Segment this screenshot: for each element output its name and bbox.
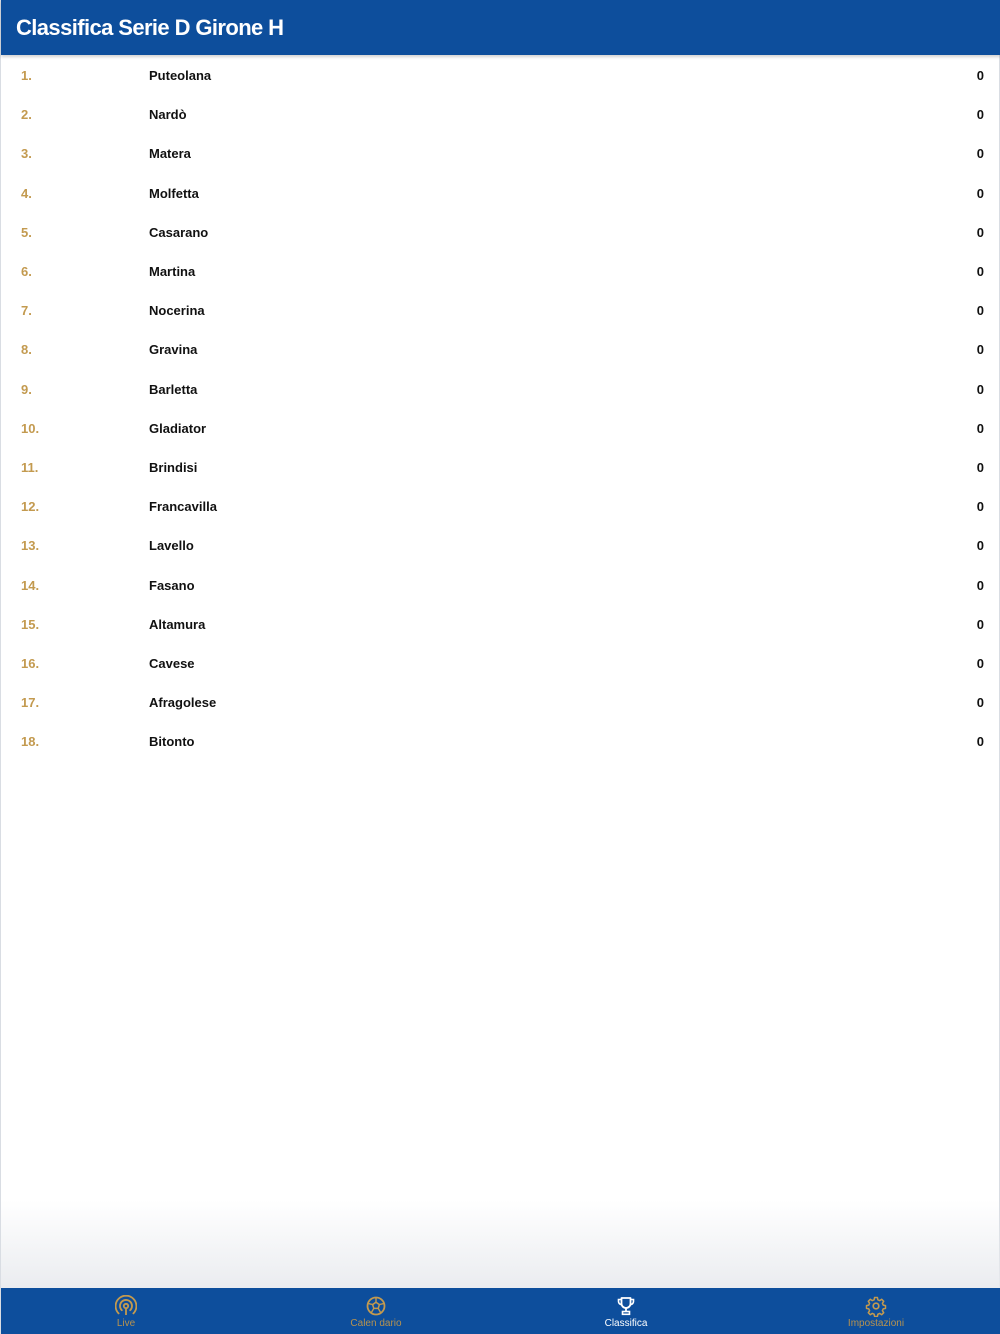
team-name-cell: Gravina <box>149 342 198 358</box>
points-cell: 0 <box>976 381 984 397</box>
table-row[interactable] <box>1 526 1000 565</box>
table-row[interactable] <box>1 174 1000 213</box>
standings-table <box>1 56 1000 761</box>
position-cell: 11. <box>21 459 39 475</box>
points-cell: 0 <box>976 303 984 319</box>
team-name-cell: Nocerina <box>149 303 205 319</box>
points-cell: 0 <box>976 107 984 123</box>
points-cell: 0 <box>976 420 984 436</box>
team-name-cell: Bitonto <box>149 734 195 750</box>
table-row[interactable] <box>1 683 1000 722</box>
points-cell: 0 <box>976 499 984 515</box>
position-cell: 12. <box>21 499 40 515</box>
app-header <box>1 0 1000 55</box>
trophy-icon <box>615 1295 637 1317</box>
team-name-cell: Afragolese <box>149 695 217 711</box>
table-row[interactable] <box>1 644 1000 683</box>
points-cell: 0 <box>976 342 984 358</box>
position-cell: 13. <box>21 538 40 554</box>
position-cell: 14. <box>21 577 40 593</box>
points-cell: 0 <box>976 68 984 84</box>
table-row[interactable] <box>1 134 1000 173</box>
soccer-ball-icon <box>365 1295 387 1317</box>
position-cell: 8. <box>21 342 32 358</box>
tab-live[interactable] <box>1 1288 251 1334</box>
table-row[interactable] <box>1 722 1000 761</box>
table-row[interactable] <box>1 56 1000 95</box>
points-cell: 0 <box>976 224 984 240</box>
tab-label: Calen dario <box>350 1318 402 1329</box>
position-cell: 10. <box>21 420 40 436</box>
points-cell: 0 <box>976 655 984 671</box>
team-name-cell: Puteolana <box>149 68 212 84</box>
team-name-cell: Lavello <box>149 538 194 554</box>
table-row[interactable] <box>1 605 1000 644</box>
table-row[interactable] <box>1 409 1000 448</box>
team-name-cell: Brindisi <box>149 459 198 475</box>
scroll-fade <box>1 1200 1000 1288</box>
team-name-cell: Cavese <box>149 655 195 671</box>
table-row[interactable] <box>1 370 1000 409</box>
table-row[interactable] <box>1 565 1000 604</box>
position-cell: 5. <box>21 224 32 240</box>
tab-classifica[interactable] <box>501 1288 751 1334</box>
team-name-cell: Nardò <box>149 107 187 123</box>
team-name-cell: Molfetta <box>149 185 199 201</box>
points-cell: 0 <box>976 616 984 632</box>
table-row[interactable] <box>1 487 1000 526</box>
points-cell: 0 <box>976 146 984 162</box>
team-name-cell: Matera <box>149 146 191 162</box>
position-cell: 2. <box>21 107 32 123</box>
tab-label: Live <box>116 1318 136 1329</box>
position-cell: 6. <box>21 264 32 280</box>
table-row[interactable] <box>1 291 1000 330</box>
table-row[interactable] <box>1 213 1000 252</box>
team-name-cell: Casarano <box>149 224 209 240</box>
position-cell: 9. <box>21 381 32 397</box>
table-row[interactable] <box>1 252 1000 291</box>
position-cell: 7. <box>21 303 32 319</box>
table-row[interactable] <box>1 95 1000 134</box>
points-cell: 0 <box>976 264 984 280</box>
position-cell: 15. <box>21 616 40 632</box>
tab-label: Classifica <box>604 1318 648 1329</box>
points-cell: 0 <box>976 734 984 750</box>
team-name-cell: Francavilla <box>149 499 217 515</box>
points-cell: 0 <box>976 695 984 711</box>
points-cell: 0 <box>976 538 984 554</box>
points-cell: 0 <box>976 577 984 593</box>
tab-calendario[interactable] <box>251 1288 501 1334</box>
position-cell: 16. <box>21 655 40 671</box>
team-name-cell: Martina <box>149 264 196 280</box>
gear-icon <box>865 1295 887 1317</box>
points-cell: 0 <box>976 459 984 475</box>
position-cell: 18. <box>21 734 40 750</box>
team-name-cell: Altamura <box>149 616 206 632</box>
team-name-cell: Fasano <box>149 577 195 593</box>
tab-label: Impostazioni <box>847 1318 905 1329</box>
position-cell: 1. <box>21 68 32 84</box>
page-title: Classifica Serie D Girone H <box>16 14 284 40</box>
team-name-cell: Gladiator <box>149 420 207 436</box>
points-cell: 0 <box>976 185 984 201</box>
broadcast-icon <box>115 1295 137 1317</box>
position-cell: 4. <box>21 185 32 201</box>
bottom-tab-bar <box>1 1288 1000 1334</box>
table-row[interactable] <box>1 448 1000 487</box>
position-cell: 17. <box>21 695 40 711</box>
position-cell: 3. <box>21 146 32 162</box>
table-row[interactable] <box>1 330 1000 369</box>
tab-impostazioni[interactable] <box>751 1288 1000 1334</box>
team-name-cell: Barletta <box>149 381 198 397</box>
